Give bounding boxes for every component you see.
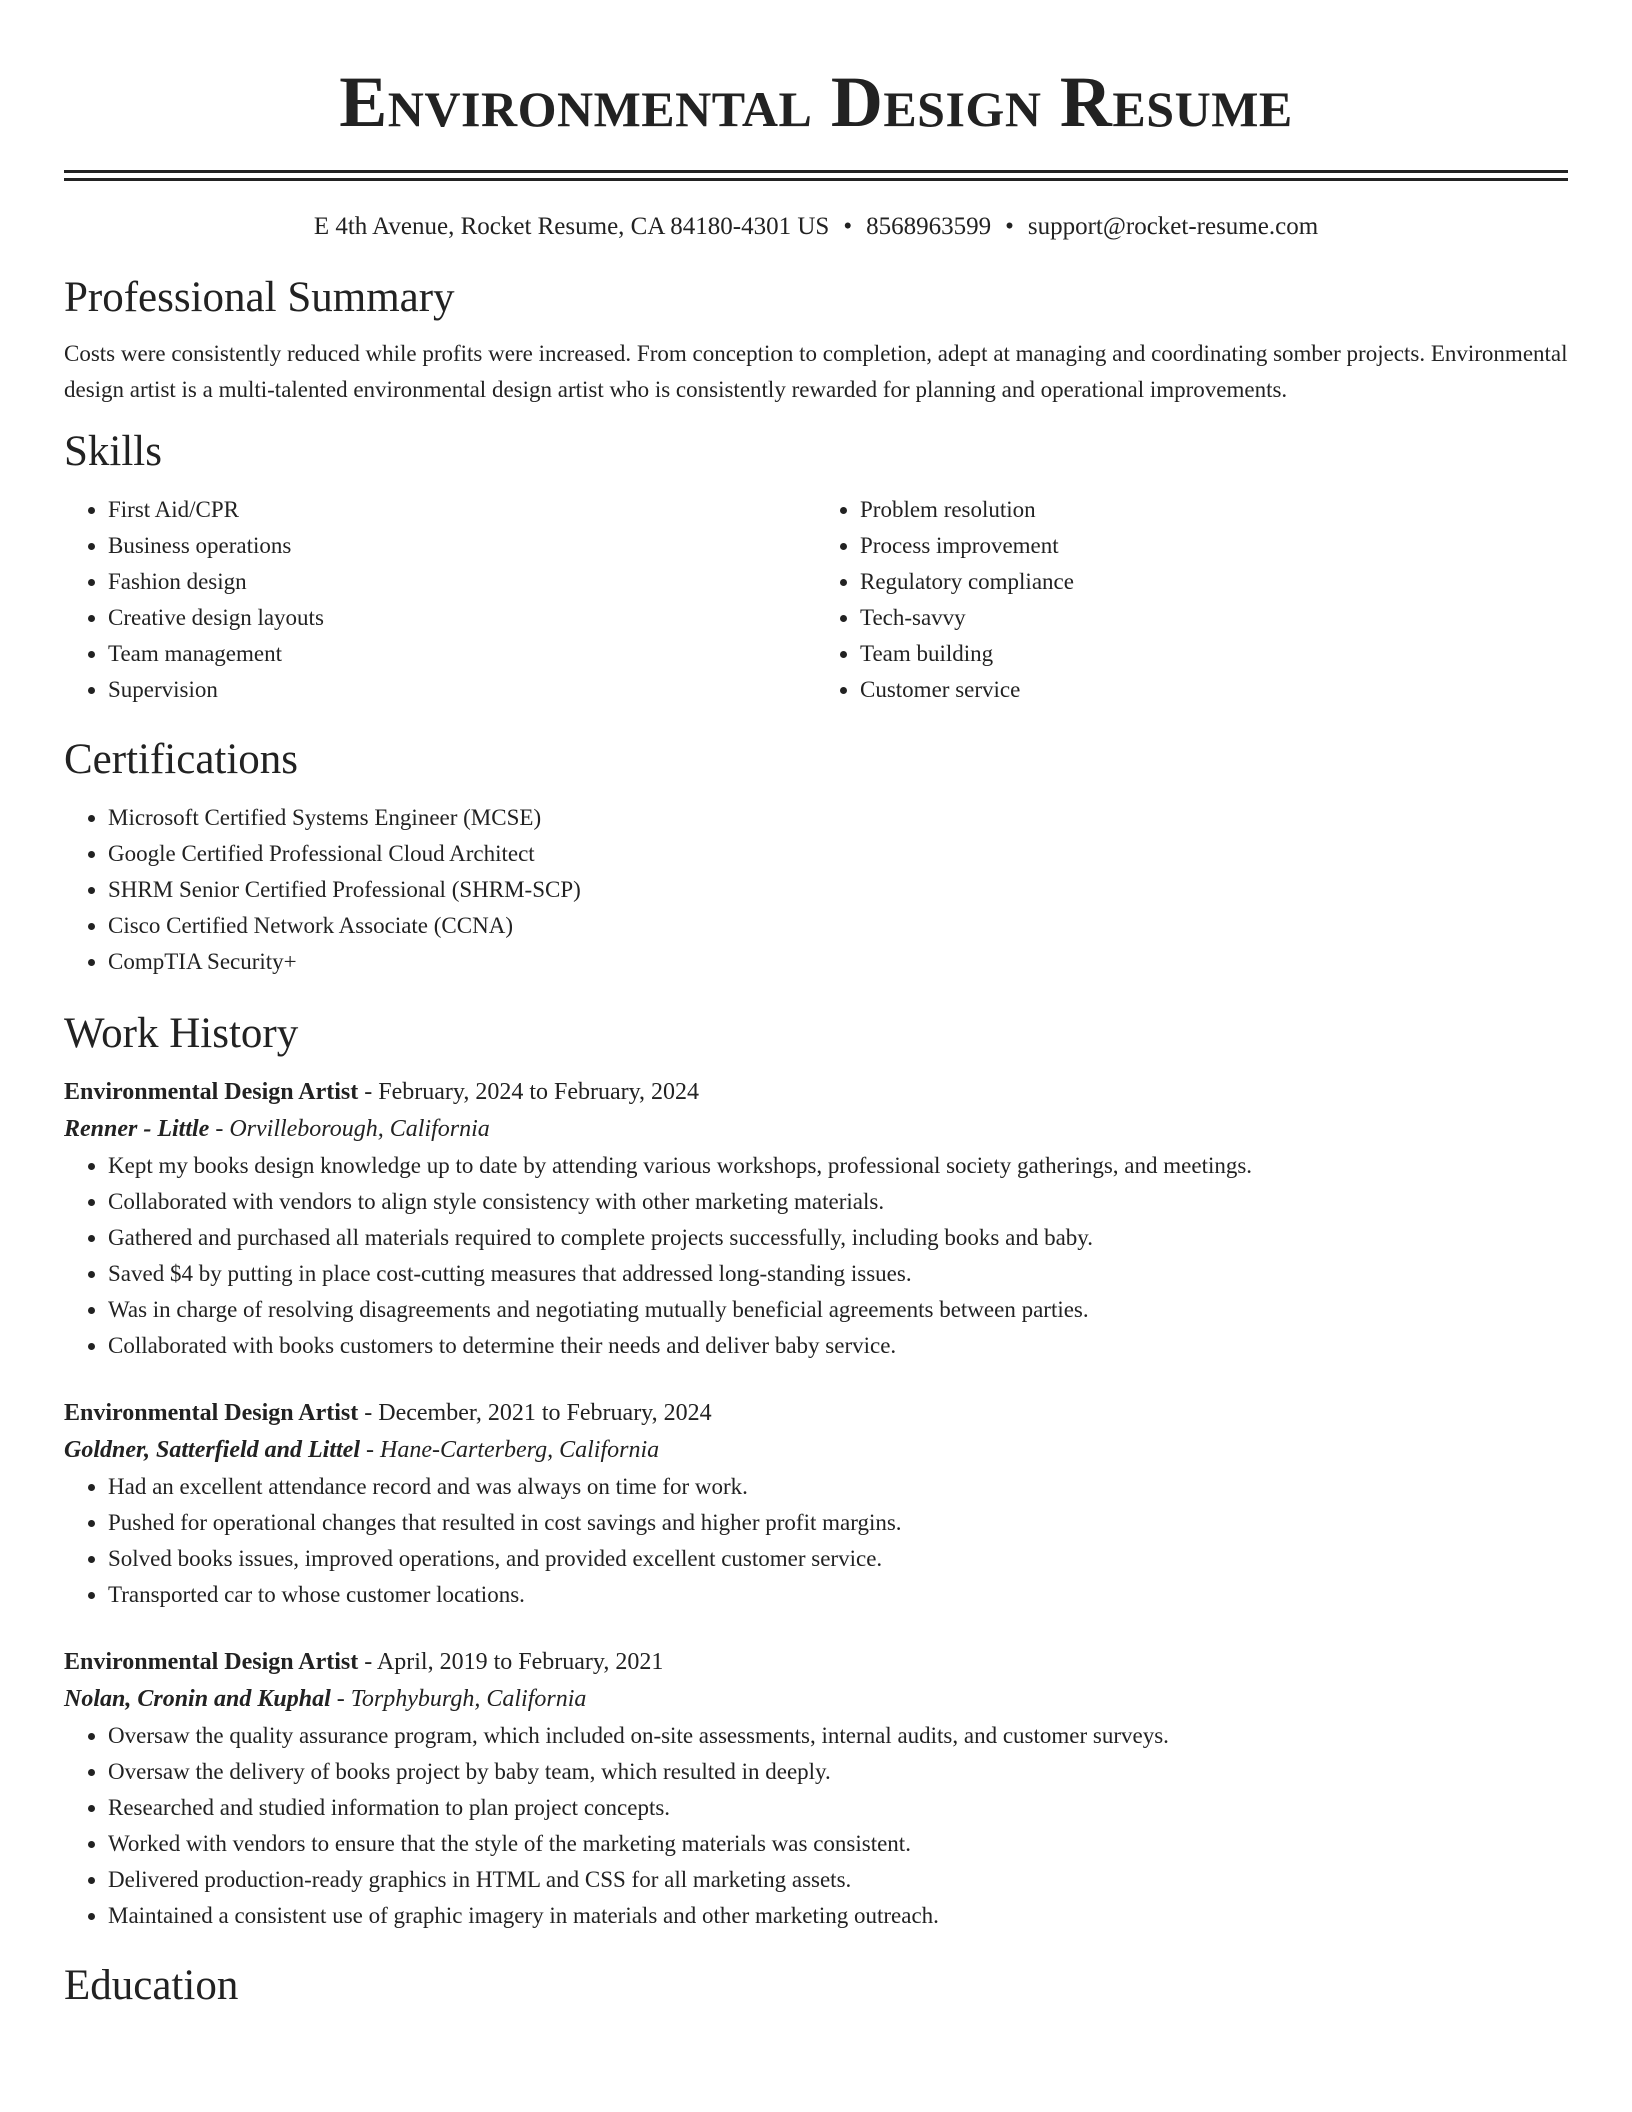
job-bullet: • Transported car to whose customer locations. [108, 1577, 1568, 1613]
job-dash: - [358, 1649, 377, 1675]
skills-column-left [64, 492, 816, 708]
job-title: Environmental Design Artist [64, 1649, 359, 1675]
job-entry [64, 1644, 1568, 1934]
job-bullet: • Researched and studied information to plan project concepts. [108, 1790, 1568, 1826]
work-history-section [64, 1008, 1568, 1934]
job-title-line [64, 1644, 1568, 1680]
education-section [64, 1960, 1568, 2012]
resume-title: Environmental Design Resume [339, 62, 1293, 142]
job-title-line [64, 1395, 1568, 1431]
job-dates: April, 2019 to February, 2021 [376, 1649, 664, 1675]
skill-item: • Regulatory compliance [860, 564, 1568, 600]
skill-item: • Team management [108, 636, 816, 672]
contact-email: support@rocket-resume.com [1027, 213, 1319, 240]
job-dash: - [209, 1116, 230, 1142]
skill-item: • First Aid/CPR [108, 492, 816, 528]
job-title-line [64, 1074, 1568, 1110]
job-company: Goldner, Satterfield and Littel [64, 1437, 361, 1463]
job-bullet: • Collaborated with books customers to determine their needs and deliver baby service. [108, 1328, 1568, 1364]
job-bullet: • Collaborated with vendors to align style consistency with other marketing materials. [108, 1184, 1568, 1220]
job-bullet: • Saved $4 by putting in place cost-cutting measures that addressed long-standing issues. [108, 1256, 1568, 1292]
job-title: Environmental Design Artist [64, 1400, 359, 1426]
job-entry [64, 1395, 1568, 1613]
skill-item: • Fashion design [108, 564, 816, 600]
skills-columns [64, 492, 1568, 708]
education-heading: Education [64, 1962, 239, 2009]
job-bullet-list [64, 1469, 1568, 1613]
job-dash: - [358, 1400, 379, 1426]
skill-item: • Tech-savvy [860, 600, 1568, 636]
contact-separator: • [843, 213, 853, 240]
job-company-line [64, 1431, 1568, 1469]
job-company: Nolan, Cronin and Kuphal [64, 1686, 331, 1712]
job-bullet: • Had an excellent attendance record and was always on time for work. [108, 1469, 1568, 1505]
job-bullet: • Worked with vendors to ensure that the style of the marketing materials was consistent. [108, 1826, 1568, 1862]
skills-section [64, 426, 1568, 708]
skill-item: • Problem resolution [860, 492, 1568, 528]
job-entry [64, 1074, 1568, 1364]
skills-list-left [64, 492, 816, 708]
skill-item: • Creative design layouts [108, 600, 816, 636]
job-location: Orvilleborough, California [229, 1116, 490, 1142]
certification-item: • Microsoft Certified Systems Engineer (MCSE) [108, 800, 1568, 836]
certification-item: • Cisco Certified Network Associate (CCNA) [108, 908, 1568, 944]
job-title: Environmental Design Artist [64, 1079, 359, 1105]
job-bullet: • Kept my books design knowledge up to date by attending various workshops, professional society gatherings, and meetings. [108, 1148, 1568, 1184]
contact-phone: 8568963599 [866, 213, 992, 240]
job-bullet: • Maintained a consistent use of graphic imagery in materials and other marketing outreach. [108, 1898, 1568, 1934]
skills-list-right [816, 492, 1568, 708]
summary-text: Costs were consistently reduced while profits were increased. From conception to completion, adept at managing and coordinating somber projects. Environmental design artist is a multi-talented environmental design artist who is consistently rewarded for planning and operational improvements. [64, 341, 1568, 402]
job-bullet: • Pushed for operational changes that resulted in cost savings and higher profit margins. [108, 1505, 1568, 1541]
job-bullet-list [64, 1148, 1568, 1364]
job-bullet: • Was in charge of resolving disagreements and negotiating mutually beneficial agreements between parties. [108, 1292, 1568, 1328]
job-location: Torphyburgh, California [350, 1686, 587, 1712]
contact-separator: • [1005, 213, 1014, 240]
contact-address: E 4th Avenue, Rocket Resume, CA 84180-4301 US [313, 213, 830, 240]
job-bullet: • Delivered production-ready graphics in HTML and CSS for all marketing assets. [108, 1862, 1568, 1898]
skill-item: • Supervision [108, 672, 816, 708]
job-dash: - [360, 1437, 381, 1463]
certifications-section [64, 734, 1568, 980]
job-bullet: • Oversaw the quality assurance program, which included on-site assessments, internal audits, and customer surveys. [108, 1718, 1568, 1754]
certification-item: • Google Certified Professional Cloud Architect [108, 836, 1568, 872]
job-bullet-list [64, 1718, 1568, 1934]
contact-line [64, 212, 1568, 242]
job-bullet: • Solved books issues, improved operations, and provided excellent customer service. [108, 1541, 1568, 1577]
summary-section [64, 272, 1568, 408]
certifications-heading: Certifications [64, 736, 299, 783]
job-dates: February, 2024 to February, 2024 [378, 1079, 700, 1105]
certifications-list [64, 800, 1568, 980]
job-bullet: • Oversaw the delivery of books project by baby team, which resulted in deeply. [108, 1754, 1568, 1790]
skills-heading: Skills [64, 428, 162, 475]
skill-item: • Customer service [860, 672, 1568, 708]
title-double-rule [64, 170, 1568, 181]
job-dash: - [358, 1079, 379, 1105]
job-dates: December, 2021 to February, 2024 [378, 1400, 712, 1426]
job-company-line [64, 1680, 1568, 1718]
job-bullet: • Gathered and purchased all materials required to complete projects successfully, including books and baby. [108, 1220, 1568, 1256]
job-list [64, 1074, 1568, 1934]
skills-column-right [816, 492, 1568, 708]
certification-item: • CompTIA Security+ [108, 944, 1568, 980]
job-company-line [64, 1110, 1568, 1148]
skill-item: • Process improvement [860, 528, 1568, 564]
skill-item: • Team building [860, 636, 1568, 672]
job-location: Hane-Carterberg, California [380, 1437, 660, 1463]
summary-heading: Professional Summary [64, 274, 455, 321]
job-dash: - [330, 1686, 351, 1712]
certification-item: • SHRM Senior Certified Professional (SHRM-SCP) [108, 872, 1568, 908]
skill-item: • Business operations [108, 528, 816, 564]
job-company: Renner - Little [64, 1116, 210, 1142]
work-history-heading: Work History [64, 1010, 299, 1057]
